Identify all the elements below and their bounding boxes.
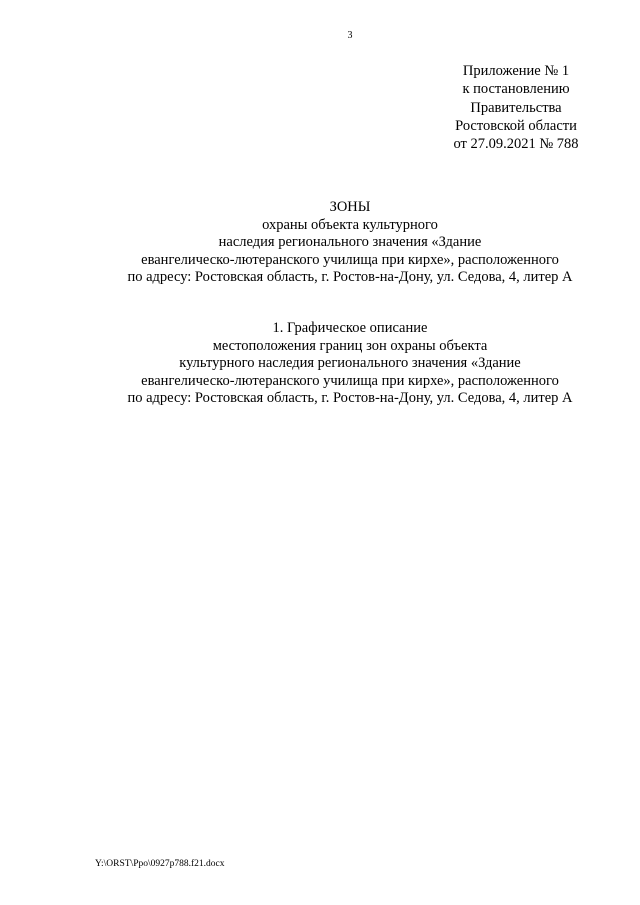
section-line: культурного наследия регионального значения «Здание: [179, 355, 521, 372]
document-title: [0, 199, 640, 287]
annex-line: к постановлению: [462, 81, 570, 98]
section-line: евангелическо-лютеранского училища при кирхе», расположенного: [141, 372, 559, 389]
annex-line: Приложение № 1: [462, 63, 570, 79]
section-heading: [0, 320, 640, 408]
section-title: 1. Графическое описание: [272, 320, 428, 336]
footer-file-path: Y:\ORST\Ppo\0927p788.f21.docx: [95, 859, 225, 869]
title-line: наследия регионального значения «Здание: [218, 234, 482, 251]
section-line: по адресу: Ростовская область, г. Ростов-на-Дону, ул. Седова, 4, литер А: [127, 390, 573, 407]
title-heading: ЗОНЫ: [329, 199, 371, 215]
annex-line: Правительства: [470, 99, 562, 116]
annex-line: от 27.09.2021 № 788: [453, 136, 579, 153]
title-line: охраны объекта культурного: [262, 216, 438, 233]
title-line: по адресу: Ростовская область, г. Ростов-на-Дону, ул. Седова, 4, литер А: [127, 269, 573, 286]
title-line: евангелическо-лютеранского училища при кирхе», расположенного: [141, 251, 559, 268]
annex-reference: [430, 62, 602, 153]
section-line: местоположения границ зон охраны объекта: [212, 337, 488, 354]
page-number: 3: [347, 30, 353, 41]
annex-line: Ростовской области: [455, 117, 577, 134]
